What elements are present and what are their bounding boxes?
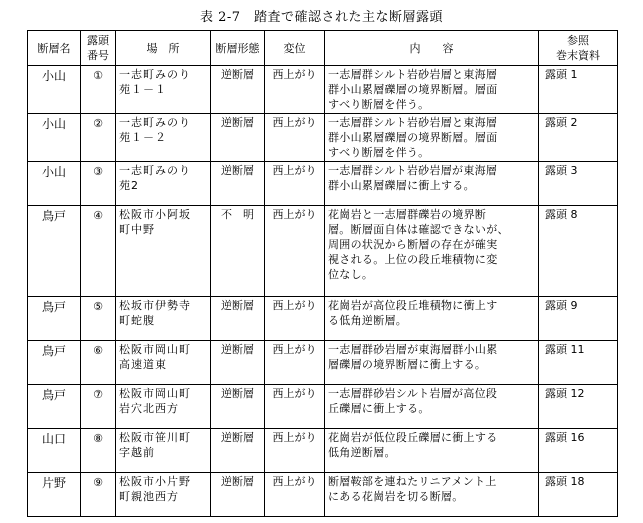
cell-fault-name: 小山 (28, 114, 81, 162)
content-line: 視される。上位の段丘堆積物に変 (328, 253, 498, 266)
table-row (28, 297, 618, 341)
header-content: 内 容 (325, 31, 539, 66)
cell-location (116, 162, 211, 206)
cell-reference: 露頭 12 (539, 385, 618, 429)
cell-displacement: 西上がり (265, 162, 325, 206)
cell-outcrop-number: ⑧ (81, 429, 116, 473)
content-line: 一志層群シルト岩砂岩層と東海層 (328, 116, 498, 129)
table-row (28, 385, 618, 429)
table-caption: 表 2-7 踏査で確認された主な断層露頭 (199, 10, 444, 25)
cell-reference: 露頭 3 (539, 162, 618, 206)
cell-outcrop-number: ② (81, 114, 116, 162)
cell-outcrop-number: ⑤ (81, 297, 116, 341)
header-displacement: 変位 (265, 31, 325, 66)
cell-content (325, 114, 539, 162)
cell-location (116, 206, 211, 297)
cell-displacement: 西上がり (265, 114, 325, 162)
cell-location (116, 429, 211, 473)
content-line: 花崗岩が高位段丘堆積物に衝上す (328, 299, 498, 312)
header-outcrop-number: 露頭 番号 (81, 31, 116, 66)
location-line: 一志町みのり (119, 68, 191, 81)
cell-reference: 露頭 8 (539, 206, 618, 297)
cell-displacement: 西上がり (265, 341, 325, 385)
cell-content (325, 162, 539, 206)
cell-displacement: 西上がり (265, 297, 325, 341)
content-line: 低角逆断層。 (328, 446, 396, 459)
location-line: 苑１－１ (119, 83, 167, 96)
location-line: 苑１－２ (119, 131, 167, 144)
header-fault-form: 断層形態 (211, 31, 265, 66)
table-row (28, 473, 618, 517)
cell-fault-name: 片野 (28, 473, 81, 517)
cell-reference: 露頭 2 (539, 114, 618, 162)
location-line: 松阪市岡山町 (119, 343, 191, 356)
cell-fault-name: 鳥戸 (28, 297, 81, 341)
cell-content (325, 66, 539, 114)
cell-fault-name: 小山 (28, 66, 81, 114)
cell-location (116, 473, 211, 517)
content-line: る低角逆断層。 (328, 314, 408, 327)
content-line: すべり断層を伴う。 (328, 98, 430, 111)
fault-table (27, 30, 618, 517)
cell-fault-name: 小山 (28, 162, 81, 206)
location-line: 松坂市伊勢寺 (119, 299, 191, 312)
cell-fault-form: 不 明 (211, 206, 265, 297)
cell-content (325, 341, 539, 385)
content-line: 一志層群シルト岩砂岩層が東海層 (328, 164, 498, 177)
content-line: すべり断層を伴う。 (328, 146, 430, 159)
cell-displacement: 西上がり (265, 66, 325, 114)
header-location: 場 所 (116, 31, 211, 66)
content-line: 一志層群シルト岩砂岩層と東海層 (328, 68, 498, 81)
cell-fault-form: 逆断層 (211, 114, 265, 162)
cell-location (116, 341, 211, 385)
table-row (28, 162, 618, 206)
content-line: 群小山累層礫層に衝上する。 (328, 179, 475, 192)
table-row (28, 114, 618, 162)
content-line: 断層鞍部を連ねたリニアメント上 (328, 475, 497, 488)
cell-content (325, 385, 539, 429)
cell-fault-form: 逆断層 (211, 473, 265, 517)
cell-fault-form: 逆断層 (211, 297, 265, 341)
content-line: 周囲の状況から断層の存在が確実 (328, 238, 498, 251)
content-line: にある花崗岩を切る断層。 (328, 490, 464, 503)
cell-content (325, 297, 539, 341)
header-row (28, 31, 618, 66)
location-line: 苑2 (119, 179, 139, 192)
content-line: 層礫層の境界断層に衝上する。 (328, 358, 487, 371)
cell-fault-form: 逆断層 (211, 385, 265, 429)
cell-content (325, 206, 539, 297)
content-line: 群小山累層礫層の境界断層。層面 (328, 83, 498, 96)
location-line: 高速道東 (119, 358, 167, 371)
content-line: 花崗岩と一志層群礫岩の境界断 (328, 208, 487, 221)
cell-outcrop-number: ④ (81, 206, 116, 297)
location-line: 町親池西方 (119, 490, 179, 503)
cell-fault-form: 逆断層 (211, 66, 265, 114)
cell-outcrop-number: ⑨ (81, 473, 116, 517)
cell-reference: 露頭 9 (539, 297, 618, 341)
cell-fault-form: 逆断層 (211, 429, 265, 473)
cell-location (116, 385, 211, 429)
table-row (28, 429, 618, 473)
location-line: 一志町みのり (119, 116, 191, 129)
cell-displacement: 西上がり (265, 206, 325, 297)
cell-displacement: 西上がり (265, 473, 325, 517)
location-line: 一志町みのり (119, 164, 191, 177)
location-line: 松阪市小阿坂 (119, 208, 191, 221)
cell-content (325, 429, 539, 473)
cell-displacement: 西上がり (265, 385, 325, 429)
location-line: 字越前 (119, 446, 155, 459)
cell-reference: 露頭 11 (539, 341, 618, 385)
location-line: 町蛇腹 (119, 314, 155, 327)
table-row (28, 66, 618, 114)
cell-reference: 露頭 18 (539, 473, 618, 517)
content-line: 群小山累層礫層の境界断層。層面 (328, 131, 498, 144)
cell-outcrop-number: ⑦ (81, 385, 116, 429)
cell-fault-form: 逆断層 (211, 162, 265, 206)
cell-fault-name: 鳥戸 (28, 206, 81, 297)
cell-content (325, 473, 539, 517)
cell-reference: 露頭 1 (539, 66, 618, 114)
cell-outcrop-number: ③ (81, 162, 116, 206)
cell-fault-name: 鳥戸 (28, 385, 81, 429)
cell-outcrop-number: ⑥ (81, 341, 116, 385)
cell-reference: 露頭 16 (539, 429, 618, 473)
content-line: 層。断層面自体は確認できないが、 (328, 223, 509, 236)
cell-displacement: 西上がり (265, 429, 325, 473)
location-line: 松阪市笹川町 (119, 431, 191, 444)
cell-location (116, 66, 211, 114)
location-line: 松阪市岡山町 (119, 387, 191, 400)
cell-location (116, 114, 211, 162)
cell-fault-name: 鳥戸 (28, 341, 81, 385)
content-line: 一志層群砂岩層が東海層群小山累 (328, 343, 498, 356)
table-row (28, 341, 618, 385)
location-line: 町中野 (119, 223, 155, 236)
cell-outcrop-number: ① (81, 66, 116, 114)
content-line: 丘礫層に衝上する。 (328, 402, 430, 415)
location-line: 松阪市小片野 (119, 475, 191, 488)
cell-location (116, 297, 211, 341)
location-line: 岩穴北西方 (119, 402, 179, 415)
content-line: 一志層群砂岩シルト岩層が高位段 (328, 387, 498, 400)
table-row (28, 206, 618, 297)
cell-fault-form: 逆断層 (211, 341, 265, 385)
header-fault-name: 断層名 (28, 31, 81, 66)
content-line: 位なし。 (328, 268, 374, 281)
header-reference: 参照 巻末資料 (539, 31, 618, 66)
content-line: 花崗岩が低位段丘礫層に衝上する (328, 431, 498, 444)
cell-fault-name: 山口 (28, 429, 81, 473)
